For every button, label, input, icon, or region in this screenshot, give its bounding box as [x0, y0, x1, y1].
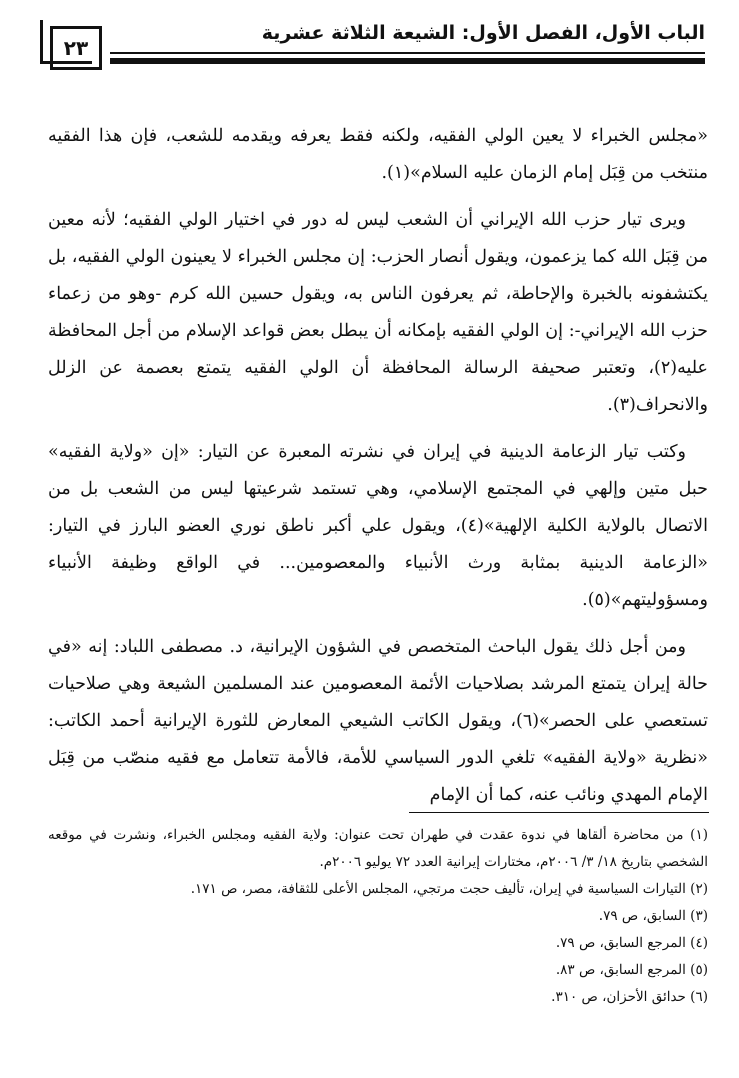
- footnote-2: (٢) التيارات السياسية في إيران، تأليف حجت مرتجي، المجلس الأعلى للثقافة، مصر، ص ١٧١.: [190, 881, 708, 897]
- paragraph-4: ومن أجل ذلك يقول الباحث المتخصص في الشؤون الإيرانية، د. مصطفى اللباد: إنه «في حالة إيران يتمتع المرشد بصلاحيات الأئمة المعصومين عند المسلمين الشيعة وهي صلاحيات تستعصي على الحصر»(٦)، ويقول الكاتب الشيعي المعارض للثورة الإيرانية أحمد الكاتب: «نظرية «ولاية الفقيه» تلغي الدور السياسي للأمة، فالأمة تتعامل مع فقيه منصّب من قِبَل الإمام المهدي ونائب عنه، كما أن الإمام: [48, 637, 708, 805]
- header-rule-thin: [110, 52, 705, 54]
- footnotes: [48, 822, 708, 1011]
- footnote-5: (٥) المرجع السابق، ص ٨٣.: [555, 962, 708, 978]
- footnote-4: (٤) المرجع السابق، ص ٧٩.: [555, 935, 708, 951]
- paragraph-1: «مجلس الخبراء لا يعين الولي الفقيه، ولكنه فقط يعرفه ويقدمه للشعب، فإن هذا الفقيه منتخب من قِبَل إمام الزمان عليه السلام»(١).: [48, 126, 708, 183]
- footnote-3: (٣) السابق، ص ٧٩.: [598, 908, 708, 924]
- footnote-1: (١) من محاضرة ألقاها في ندوة عقدت في طهران تحت عنوان: ولاية الفقيه ومجلس الخبراء، ونشرت في موقعه الشخصي بتاريخ ١٨/ ٣/ ٢٠٠٦م، مختارات إيرانية العدد ٧٢ يوليو ٢٠٠٦م.: [48, 827, 708, 870]
- paragraph-3: وكتب تيار الزعامة الدينية في إيران في نشرته المعبرة عن التيار: «إن «ولاية الفقيه» حبل متين وإلهي في المجتمع الإسلامي، وهي تستمد شرعيتها ليس من الشعب بل من الاتصال بالولاية الكلية الإلهية»(٤)، ويقول علي أكبر ناطق نوري العضو البارز في التيار: «الزعامة الدينية بمثابة ورث الأنبياء والمعصومين... في الواقع وظيفة الأنبياء ومسؤوليتهم»(٥).: [48, 442, 708, 610]
- body-text: [48, 118, 708, 824]
- footnote-separator: [409, 812, 709, 813]
- paragraph-2: ويرى تيار حزب الله الإيراني أن الشعب ليس له دور في اختيار الولي الفقيه؛ لأنه معين من قِبَل الله كما يزعمون، ويقول أنصار الحزب: إن مجلس الخبراء لا يعينون الولي الفقيه، بل يكتشفونه بالخبرة والإحاطة، ثم يعرفون الناس به، ويقول حسين الله كرم -وهو من زعماء حزب الله الإيراني-: إن الولي الفقيه بإمكانه أن يبطل بعض قواعد الإسلام من أجل المحافظة عليه(٢)، وتعتبر صحيفة الرسالة المحافظة أن الولي الفقيه يتمتع بعصمة عن الزلل والانحراف(٣).: [48, 210, 708, 415]
- footnote-6: (٦) حدائق الأحزان، ص ٣١٠.: [551, 989, 708, 1005]
- running-title: الباب الأول، الفصل الأول: الشيعة الثلاثة عشرية: [261, 22, 705, 44]
- page-number-box: [50, 26, 102, 70]
- page-number: ٢٣: [63, 36, 89, 60]
- page-header: [40, 14, 705, 72]
- header-rule-thick: [110, 58, 705, 64]
